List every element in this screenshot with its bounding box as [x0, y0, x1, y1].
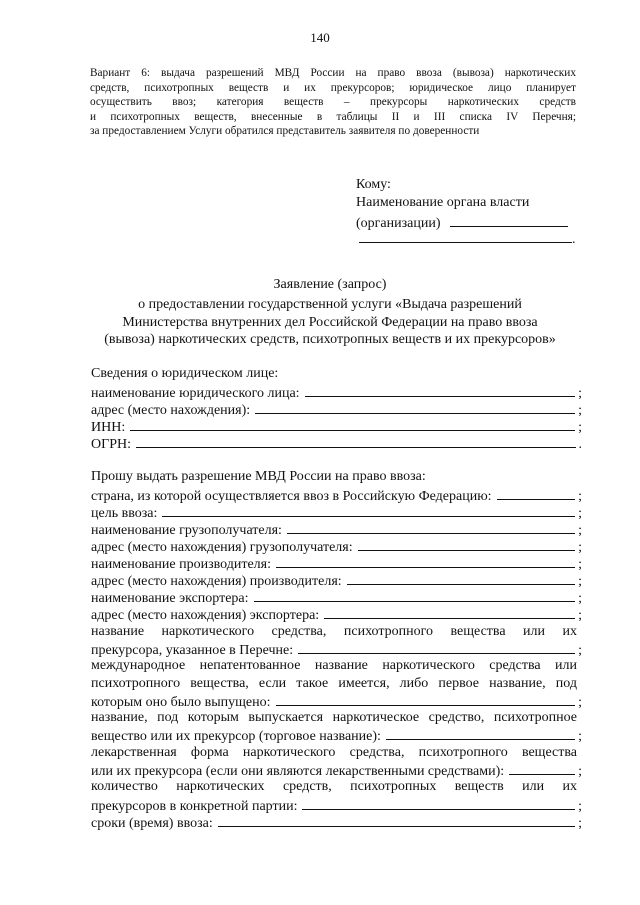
semicolon: ; [578, 523, 582, 538]
recipient-extra-field[interactable] [359, 229, 572, 243]
inn-field[interactable] [130, 418, 575, 431]
country-field[interactable] [497, 487, 576, 500]
legal-entity-name-row [91, 384, 582, 402]
import-dates-row [91, 814, 582, 832]
semicolon: ; [578, 506, 582, 521]
application-subtitle-line-1: о предоставлении государственной услуги «Выдача разрешений [138, 297, 522, 312]
quantity-label: прекурсоров в конкретной партии: [91, 799, 298, 814]
consignee-name-field[interactable] [287, 521, 575, 534]
dosage-form-row [91, 762, 582, 780]
exporter-address-label: адрес (место нахождения) экспортера: [91, 608, 320, 623]
recipient-extra-row [359, 229, 576, 248]
trade-name-line-1: название, под которым выпускается наркотическое средство, психотропное [91, 710, 577, 725]
semicolon: ; [578, 729, 582, 744]
semicolon: ; [578, 799, 582, 814]
semicolon: ; [578, 608, 582, 623]
dosage-form-label: или их прекурсора (если они являются лекарственными средствами): [91, 764, 505, 779]
recipient-organization-field[interactable] [450, 213, 568, 227]
exporter-address-field[interactable] [324, 606, 575, 619]
period: . [578, 437, 582, 452]
manufacturer-name-field[interactable] [276, 555, 575, 568]
substance-name-field[interactable] [298, 641, 575, 654]
semicolon: ; [578, 386, 582, 401]
application-title: Заявление (запрос) [273, 277, 387, 292]
semicolon: ; [578, 643, 582, 658]
exporter-name-label: наименование экспортера: [91, 591, 249, 606]
purpose-label: цель ввоза: [91, 506, 158, 521]
legal-entity-name-field[interactable] [305, 384, 576, 397]
purpose-field[interactable] [162, 504, 575, 517]
manufacturer-name-row [91, 555, 582, 573]
semicolon: ; [578, 764, 582, 779]
inn-name-field[interactable] [276, 693, 576, 706]
legal-entity-address-label: адрес (место нахождения): [91, 403, 251, 418]
recipient-to-label: Кому: [356, 177, 391, 192]
variant-line-5: за предоставлением Услуги обратился представитель заявителя по доверенности [90, 125, 480, 138]
quantity-row [91, 797, 582, 815]
inn-row [91, 418, 582, 436]
manufacturer-name-label: наименование производителя: [91, 557, 271, 572]
semicolon: ; [578, 489, 582, 504]
consignee-address-row [91, 538, 582, 556]
legal-entity-name-label: наименование юридического лица: [91, 386, 300, 401]
consignee-address-field[interactable] [358, 538, 576, 551]
dosage-form-line-1: лекарственная форма наркотического средства, психотропного вещества [91, 745, 577, 760]
legal-entity-address-row [91, 401, 582, 419]
semicolon: ; [578, 695, 582, 710]
quantity-field[interactable] [302, 797, 575, 810]
inn-name-row [91, 693, 582, 711]
quantity-line-1: количество наркотических средств, психотропных веществ или их [91, 779, 577, 794]
substance-name-line-1: название наркотического средства, психотропного вещества или их [91, 624, 577, 639]
page-number: 140 [310, 30, 330, 45]
ogrn-field[interactable] [136, 435, 576, 448]
recipient-authority-label: Наименование органа власти [356, 195, 530, 210]
substance-name-row [91, 641, 582, 659]
manufacturer-address-row [91, 572, 582, 590]
application-subtitle-line-3: (вывоза) наркотических средств, психотропных веществ и их прекурсоров» [104, 332, 556, 347]
request-heading: Прошу выдать разрешение МВД России на право ввоза: [91, 469, 426, 484]
exporter-name-field[interactable] [254, 589, 576, 602]
import-dates-label: сроки (время) ввоза: [91, 816, 213, 831]
semicolon: ; [578, 420, 582, 435]
manufacturer-address-label: адрес (место нахождения) производителя: [91, 574, 342, 589]
purpose-row [91, 504, 582, 522]
ogrn-row [91, 435, 582, 453]
application-subtitle-line-2: Министерства внутренних дел Российской Федерации на право ввоза [122, 315, 538, 330]
consignee-name-row [91, 521, 582, 539]
semicolon: ; [578, 591, 582, 606]
import-dates-field[interactable] [218, 814, 575, 827]
trade-name-label: вещество или их прекурсор (торговое название): [91, 729, 381, 744]
trade-name-row [91, 727, 582, 745]
consignee-name-label: наименование грузополучателя: [91, 523, 282, 538]
inn-label: ИНН: [91, 420, 126, 435]
variant-line-4: и психотропных веществ, внесенные в таблицы II и III списка IV Перечня; [90, 110, 576, 123]
semicolon: ; [578, 403, 582, 418]
inn-name-label: которым оно было выпущено: [91, 695, 271, 710]
manufacturer-address-field[interactable] [347, 572, 575, 585]
ogrn-label: ОГРН: [91, 437, 131, 452]
legal-entity-address-field[interactable] [255, 401, 575, 414]
recipient-end-mark: . [572, 232, 576, 247]
semicolon: ; [578, 557, 582, 572]
inn-name-line-1: международное непатентованное название наркотического средства или [91, 658, 577, 673]
country-label: страна, из которой осуществляется ввоз в Российскую Федерацию: [91, 489, 492, 504]
country-row [91, 487, 582, 505]
inn-name-line-2: психотропного вещества, если такое имеется, либо первое название, под [91, 676, 577, 691]
semicolon: ; [578, 816, 582, 831]
dosage-form-field[interactable] [509, 762, 575, 775]
variant-line-3: осуществить ввоз; категория веществ – прекурсоры наркотических средств [90, 96, 576, 109]
substance-name-label: прекурсора, указанное в Перечне: [91, 643, 294, 658]
semicolon: ; [578, 540, 582, 555]
semicolon: ; [578, 574, 582, 589]
variant-description [90, 66, 576, 139]
exporter-address-row [91, 606, 582, 624]
variant-line-1: Вариант 6: выдача разрешений МВД России на право ввоза (вывоза) наркотических [90, 67, 576, 79]
trade-name-field[interactable] [386, 727, 575, 740]
recipient-organization-label: (организации) [356, 216, 441, 231]
consignee-address-label: адрес (место нахождения) грузополучателя: [91, 540, 353, 555]
exporter-name-row [91, 589, 582, 607]
legal-entity-heading: Сведения о юридическом лице: [91, 366, 279, 381]
variant-line-2: средств, психотропных веществ и их прекурсоров; юридическое лицо планирует [90, 81, 576, 94]
